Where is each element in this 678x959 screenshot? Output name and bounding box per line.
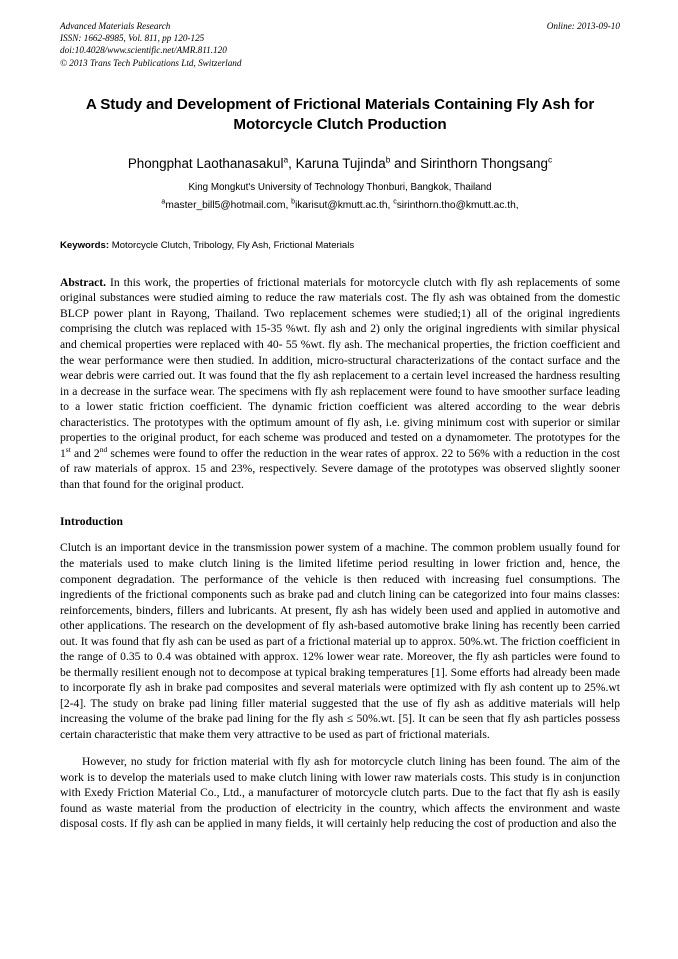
journal-copyright-line: © 2013 Trans Tech Publications Ltd, Switzerland — [60, 57, 242, 68]
journal-header — [60, 20, 620, 69]
abstract-paragraph — [60, 275, 620, 493]
email-marker-a: a — [161, 198, 166, 206]
abstract-text-part-3: schemes were found to offer the reduction in the wear rates of approx. 22 to 56% with a reduction in the cost of raw materials of approx. 15 and 23%, respectively. Severe damage of the prototypes was observed slightly sooner than that found for the original product. — [60, 446, 620, 491]
abstract-label: Abstract. — [60, 275, 107, 289]
author-list — [60, 155, 620, 172]
abstract-text-part-2: and 2 — [70, 446, 100, 460]
email-address-b: ikarisut@kmutt.ac.th, — [295, 199, 394, 211]
author-name-3: Sirinthorn Thongsang — [420, 155, 548, 171]
journal-issn-line: ISSN: 1662-8985, Vol. 811, pp 120-125 — [60, 33, 205, 44]
email-address-c: sirinthorn.tho@kmutt.ac.th, — [396, 199, 519, 211]
section-heading-introduction: Introduction — [60, 515, 123, 529]
author-name-2: Karuna Tujinda — [295, 155, 386, 171]
author-affiliation-marker-a: a — [283, 154, 289, 165]
introduction-paragraph-2: However, no study for friction material with fly ash for motorcycle clutch lining has been found. The aim of the work is to develop the materials used to make clutch lining with lower raw materials costs. This study is in conjunction with Exedy Friction Material Co., Ltd., a manufacturer of motorcycle clutch parts. Due to the fact that fly ash is easily found as waste material from the production of electricity in the country, which affects the environment and waste disposal costs. If fly ash can be applied in many fields, it will certainly help reducing the cost of production and also the — [60, 755, 620, 831]
keywords-line — [60, 239, 620, 252]
journal-doi-line: doi:10.4028/www.scientific.net/AMR.811.120 — [60, 45, 227, 56]
ordinal-suffix-second: nd — [99, 444, 108, 454]
author-separator-1: , — [288, 155, 296, 171]
keywords-values: Motorcycle Clutch, Tribology, Fly Ash, Frictional Materials — [109, 239, 355, 251]
author-affiliation-marker-c: c — [547, 154, 553, 165]
online-publication-date: Online: 2013-09-10 — [546, 21, 620, 31]
affiliation-line: King Mongkut's University of Technology Thonburi, Bangkok, Thailand — [188, 181, 492, 193]
introduction-paragraph-1: Clutch is an important device in the transmission power system of a machine. The common problem usually found for the materials used to make clutch lining is the limited lifetime period resulting in lower friction and, hence, the component degradation. The performance of the vehicle is then reduced with increasing fuel consumptions. The ingredients of the frictional components such as brake pad and clutch lining can be categorized into four mains classes: reinforcements, binders, fillers and lubricants. At present, fly ash has widely been used and applied in automotive and other applications. The research on the development of fly ash-based automotive brake lining has recently been carried out. It was found that fly ash can be used as part of a frictional material up to approx. 50%.wt. The friction coefficient in the range of 0.35 to 0.4 was obtained with approx. 12% lower wear rate. Moreover, the fly ash particles were found to be thermally resilient enough not to decompose at typical braking temperatures [1]. Some efforts had already been made to incorporate fly ash in brake pad composites and several materials were optimized with fly ash content up to 25%.wt [2-4]. The study on brake pad lining filler material suggested that the use of fly ash as additive materials will help increasing the volume of the brake pad lining for the fly ash ≤ 50%.wt. [5]. It can be seen that fly ash particles possess certain characteristic that make them very attractive to be used as part of frictional materials. — [60, 541, 620, 742]
author-emails-line — [60, 199, 620, 213]
page-content-column — [60, 0, 620, 844]
keywords-label: Keywords: — [60, 239, 110, 251]
email-marker-c: c — [393, 198, 397, 206]
page-title: A Study and Development of Frictional Materials Containing Fly Ash for Motorcycle Clutch Production — [85, 95, 595, 133]
author-name-1: Phongphat Laothanasakul — [127, 155, 284, 171]
journal-name: Advanced Materials Research — [60, 21, 171, 31]
author-separator-2: and — [390, 155, 421, 171]
email-address-a: master_bill5@hotmail.com, — [165, 199, 292, 211]
abstract-text-part-1: In this work, the properties of frictional materials for motorcycle clutch with fly ash replacements of some original substances were studied aiming to reduce the raw materials cost. The fly ash was obtained from the domestic BLCP power plant in Rayong, Thailand. Two replacement schemes were studied;1) all of the original ingredients comprising the clutch was replaced with 15-35 %wt. fly ash and 2) only the original ingredients with similar physical and chemical properties were replaced with 40- 55 %wt. fly ash. The mechanical properties, the friction coefficient and the wear performance were then studied. In addition, micro-structural characterizations of the contact surface and the wear debris were carried out. It was found that the fly ash replacement to a certain level increased the hardness resulting in a decrease in the surface wear. The specimens with fly ash replacement were found to have smoother surface leading to a lower static friction coefficient. The dynamic friction coefficient was altered according to the wear debris characteristics. The prototypes with the optimum amount of fly ash, i.e. giving minimum cost with superior or similar properties to the original product, for each scheme was produced and tested on a dynamometer. The prototypes for the 1 — [60, 275, 620, 460]
ordinal-suffix-first: st — [65, 444, 71, 454]
email-marker-b: b — [291, 198, 296, 206]
author-affiliation-marker-b: b — [385, 154, 391, 165]
